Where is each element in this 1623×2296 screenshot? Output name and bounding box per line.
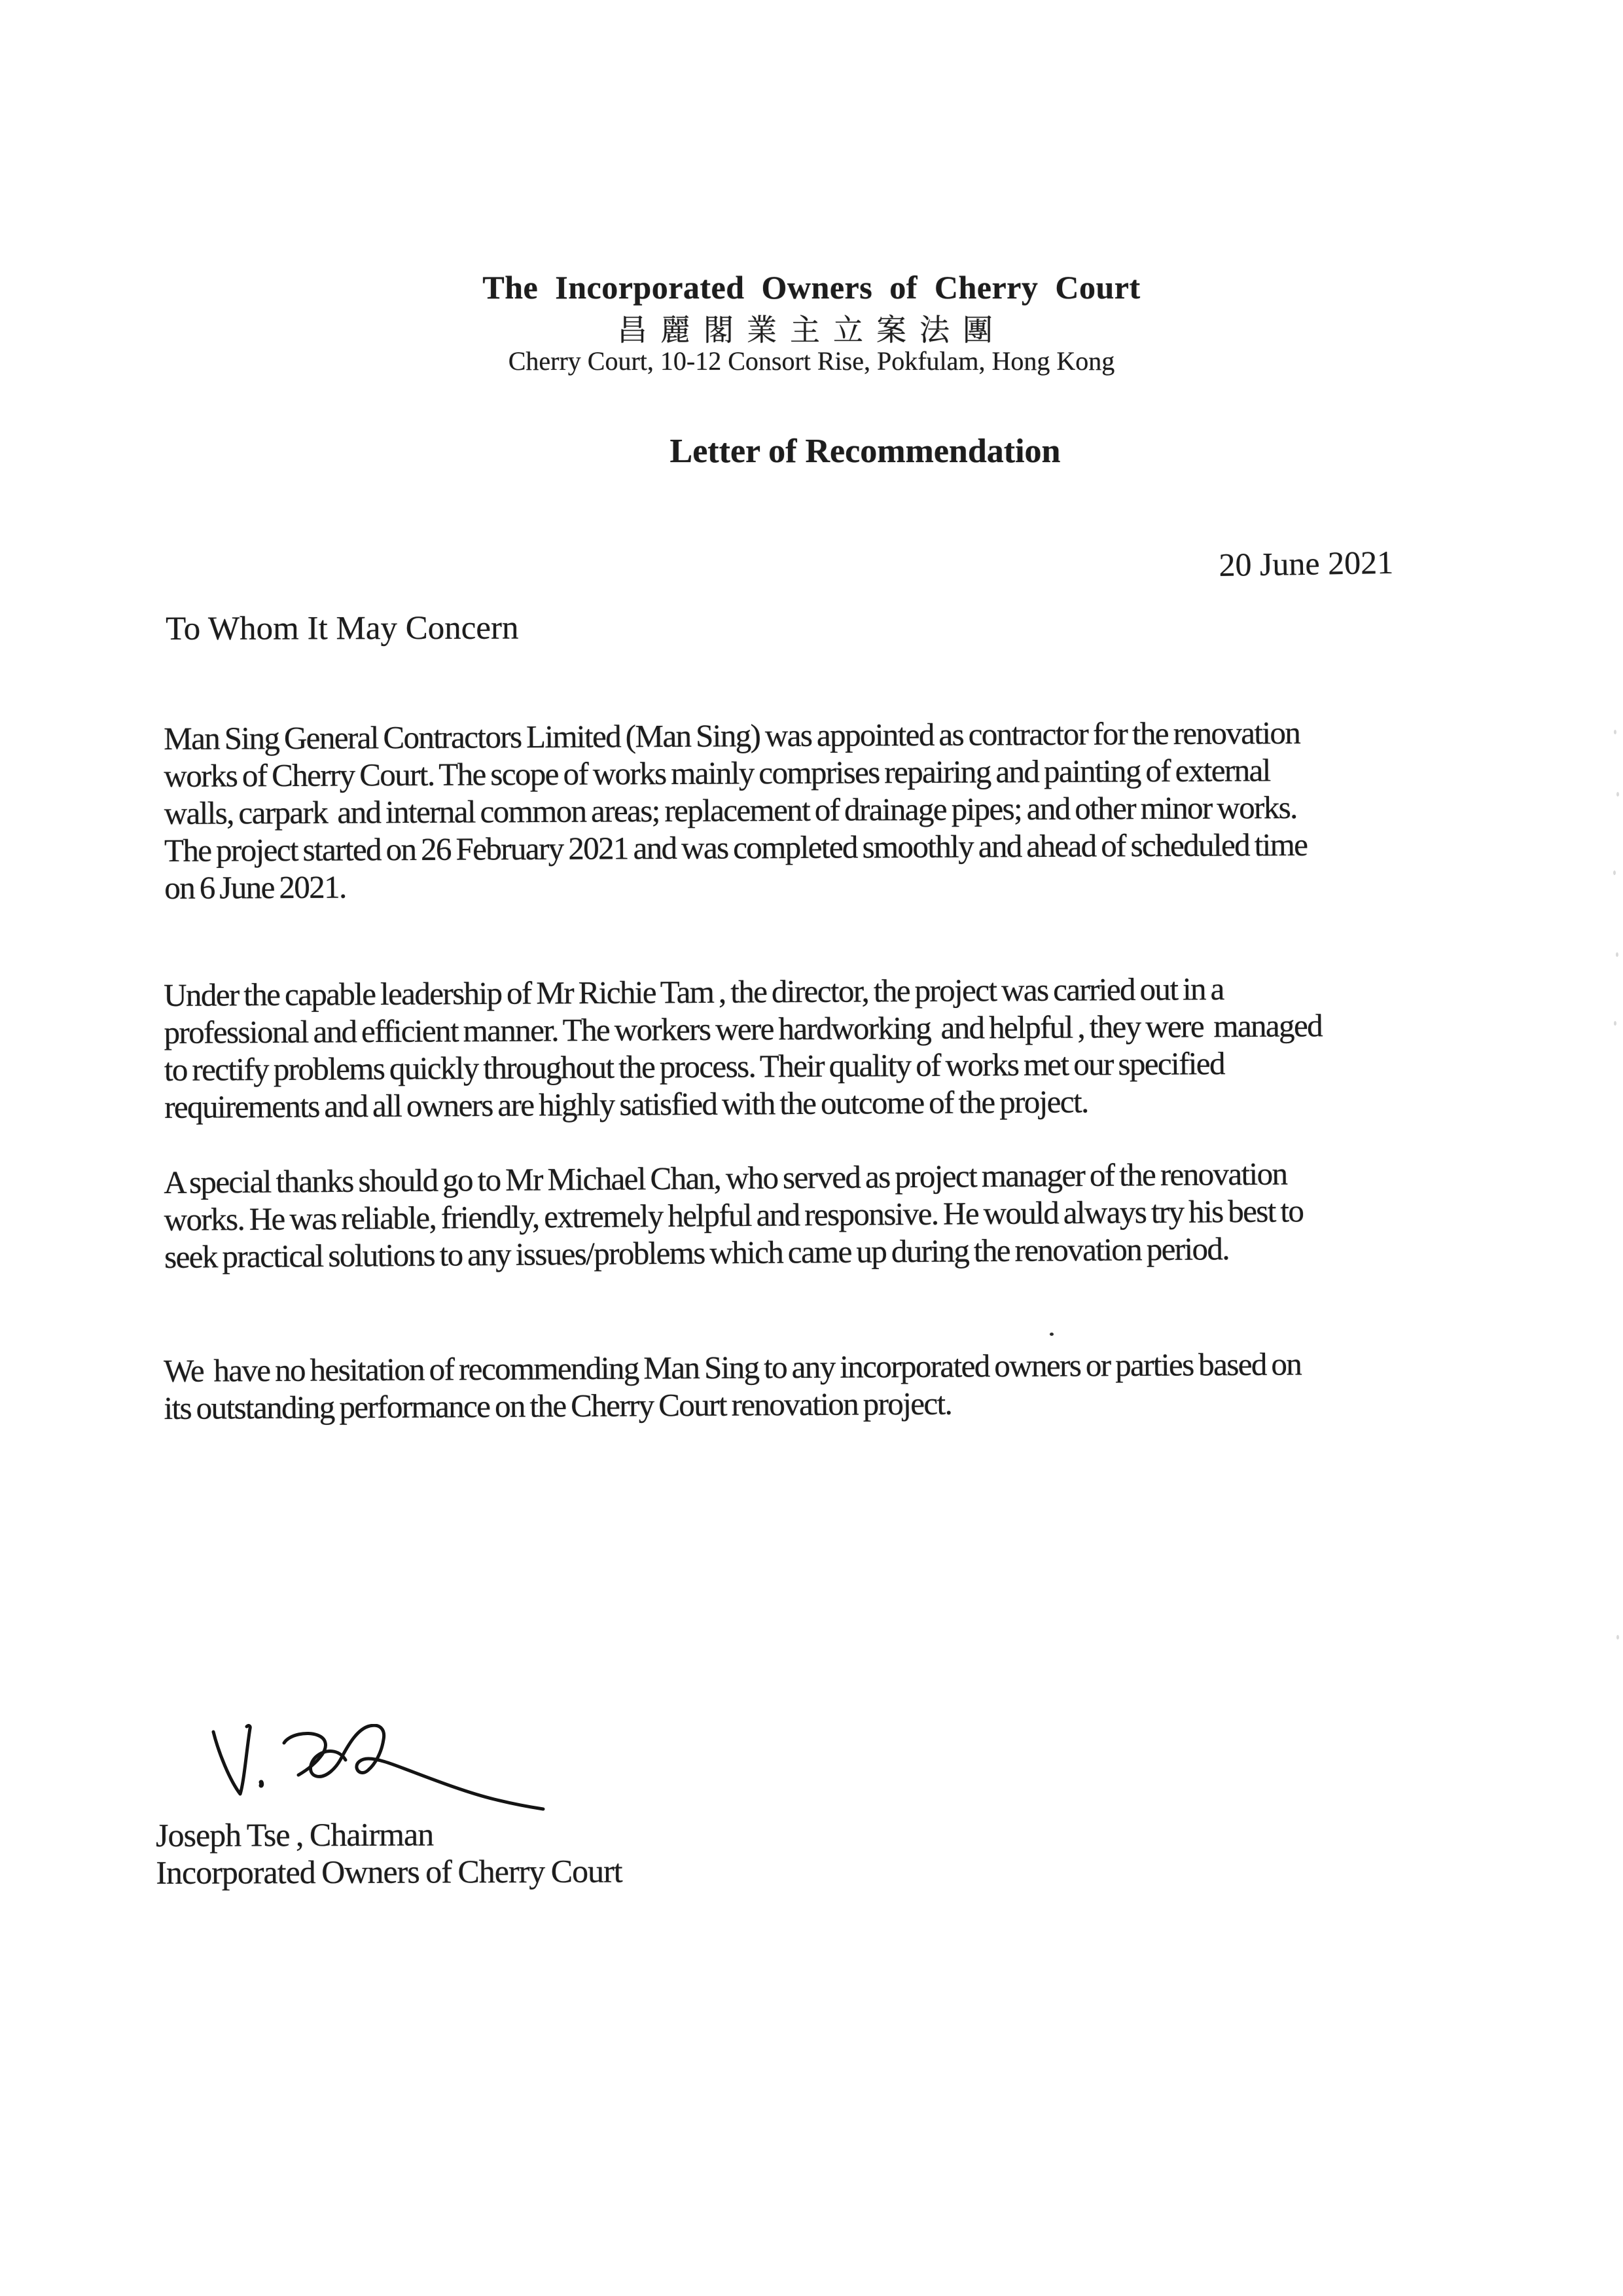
signer-name-title: Joseph Tse , Chairman <box>156 1816 434 1854</box>
letter-date: 20 June 2021 <box>1219 543 1394 583</box>
letter-title: Letter of Recommendation <box>669 433 1061 470</box>
signer-organization: Incorporated Owners of Cherry Court <box>156 1852 622 1891</box>
scan-speck-icon <box>1616 792 1619 797</box>
paragraph-1: Man Sing General Contractors Limited (Man Sing) was appointed as contractor for the renovation works of Cherry Court. The scope of works mainly comprises repairing and painting of external walls, carpark and internal common areas; replacement of drainage pipes; and other minor works. The project started on 26 February 2021 and was completed smoothly and ahead of scheduled time on 6 June 2021. <box>164 714 1308 906</box>
scan-speck-icon <box>1050 1333 1054 1336</box>
org-name-chinese: 昌麗閣業主立案法團 <box>617 314 1006 347</box>
scan-speck-icon <box>1614 1021 1616 1026</box>
paragraph-3: A special thanks should go to Mr Michael Chan, who served as project manager of the renovation works. He was reliable, friendly, extremely helpful and responsive. He would always try his best to seek practical solutions to any issues/problems which came up during the renovation period. <box>164 1155 1304 1275</box>
paragraph-4: We have no hesitation of recommending Man Sing to any incorporated owners or parties based on its outstanding performance on the Cherry Court renovation project. <box>164 1346 1302 1426</box>
scan-speck-icon <box>1616 952 1618 957</box>
org-name-english: The Incorporated Owners of Cherry Court <box>482 269 1141 306</box>
handwritten-signature-icon <box>211 1724 548 1819</box>
org-address: Cherry Court, 10-12 Consort Rise, Pokfulam, Hong Kong <box>508 346 1115 376</box>
scan-speck-icon <box>1614 730 1616 734</box>
signature-block <box>156 1816 622 1892</box>
salutation: To Whom It May Concern <box>166 609 519 647</box>
scan-speck-icon <box>1613 870 1616 875</box>
scan-speck-icon <box>1616 1635 1619 1640</box>
paragraph-2: Under the capable leadership of Mr Richie Tam , the director, the project was carried out in a professional and efficient manner. The workers were hardworking and helpful , they were managed to rectify problems quickly throughout the process. Their quality of works met our specified requirements and all owners are highly satisfied with the outcome of the project. <box>164 971 1323 1125</box>
